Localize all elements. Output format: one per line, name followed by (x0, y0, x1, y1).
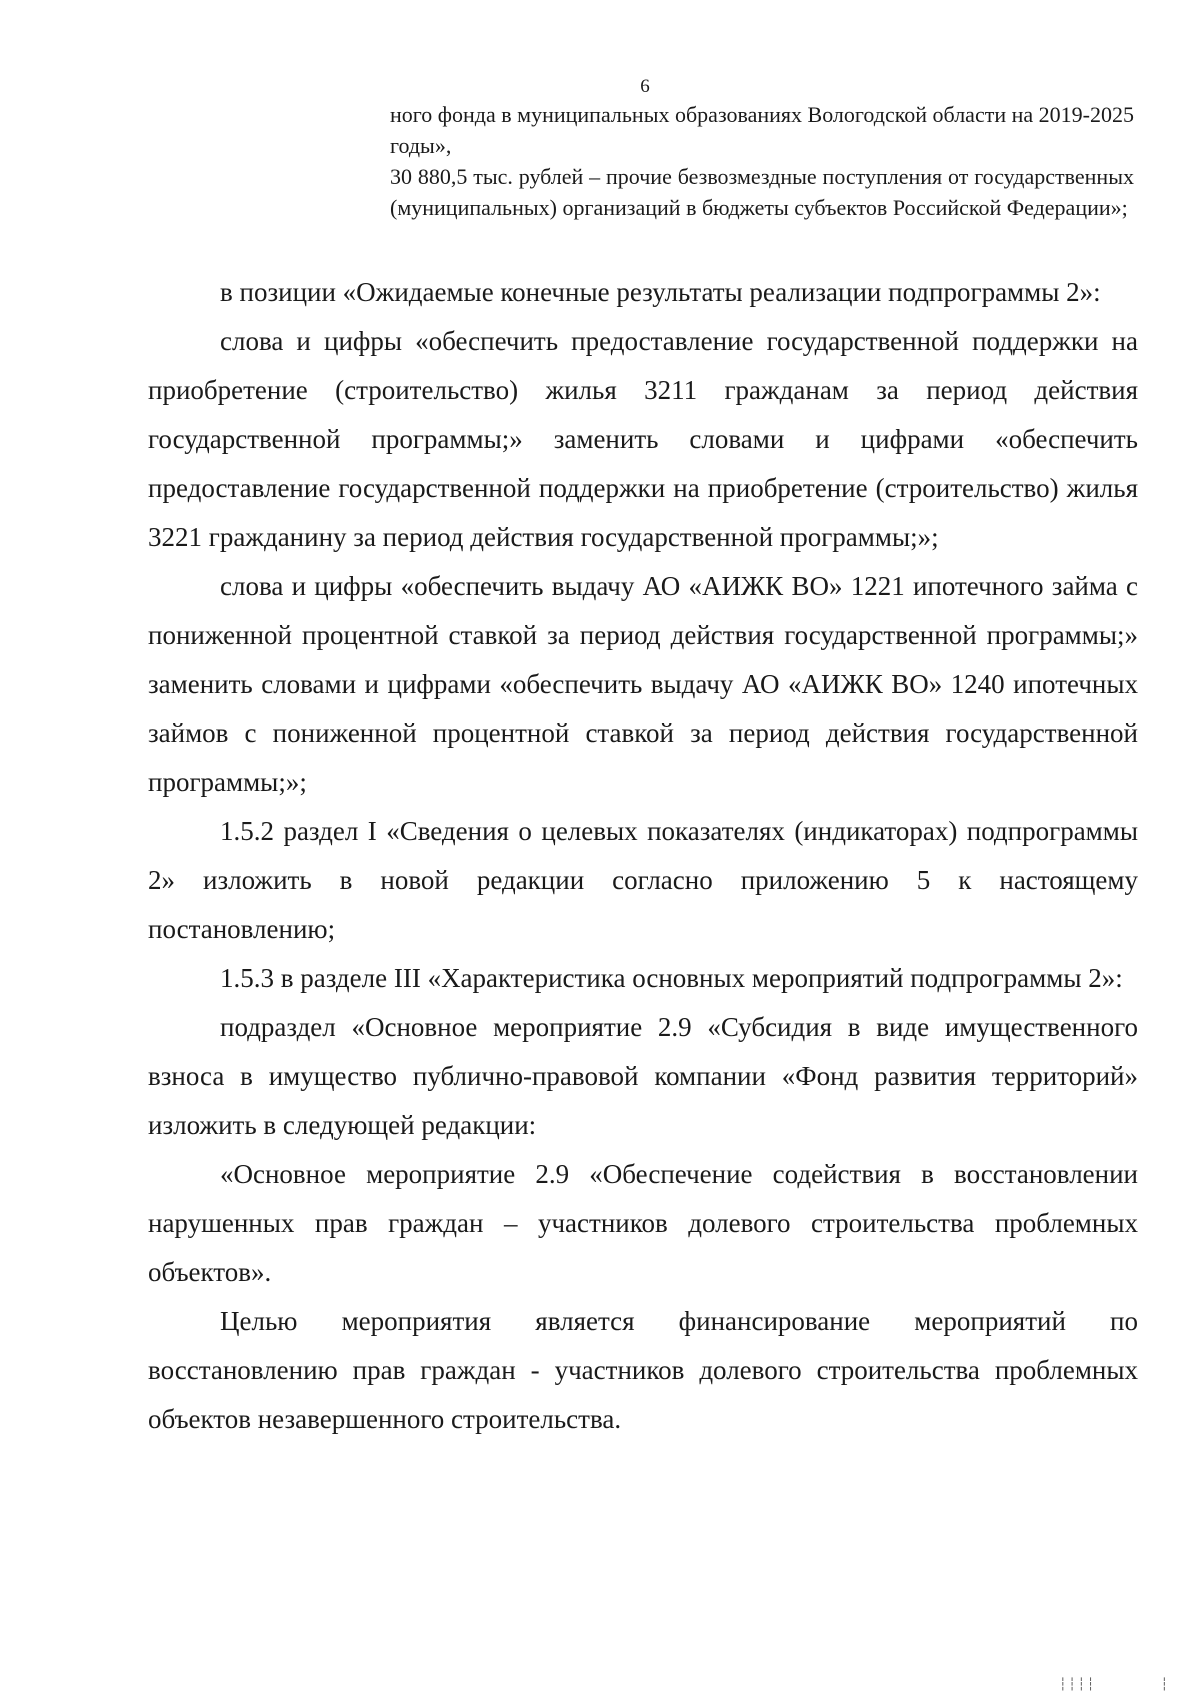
page-number: 6 (640, 76, 650, 97)
table-fragment-line: 30 880,5 тыс. рублей – прочие безвозмездные поступления от государственных (муниципальных) организаций в бюджеты субъектов Российской Федерации»; (390, 164, 1134, 220)
paragraph: слова и цифры «обеспечить предоставление государственной поддержки на приобретение (строительство) жилья 3211 гражданам за период действия государственной программы;» заменить словами и цифрами «обеспечить предоставление государственной поддержки на приобретение (строительство) жилья 3221 гражданину за период действия государственной программы;»; (148, 326, 1138, 552)
paragraph: подраздел «Основное мероприятие 2.9 «Субсидия в виде имущественного взноса в имущество публично-правовой компании «Фонд развития территорий» изложить в следующей редакции: (148, 1012, 1138, 1140)
paragraph: в позиции «Ожидаемые конечные результаты реализации подпрограммы 2»: (220, 277, 1101, 307)
document-body (148, 268, 1138, 1444)
table-fragment-line: ного фонда в муниципальных образованиях Вологодской области на 2019-2025 годы», (390, 102, 1134, 158)
paragraph: слова и цифры «обеспечить выдачу АО «АИЖК ВО» 1221 ипотечного займа с пониженной процентной ставкой за период действия государственной программы;» заменить словами и цифрами «обеспечить выдачу АО «АИЖК ВО» 1240 ипотечных займов с пониженной процентной ставкой за период действия государственной программы;»; (148, 571, 1138, 797)
paragraph: Целью мероприятия является финансирование мероприятий по восстановлению прав граждан - участников долевого строительства проблемных объектов незавершенного строительства. (148, 1306, 1138, 1434)
table-fragment (390, 99, 1134, 223)
paragraph: 1.5.3 в разделе III «Характеристика основных мероприятий подпрограммы 2»: (220, 963, 1123, 993)
scan-edge-marks: ┆┆┆┆ ┆ (1059, 1677, 1170, 1691)
paragraph: «Основное мероприятие 2.9 «Обеспечение содействия в восстановлении нарушенных прав граждан – участников долевого строительства проблемных объектов». (148, 1159, 1138, 1287)
paragraph: 1.5.2 раздел I «Сведения о целевых показателях (индикаторах) подпрограммы 2» изложить в новой редакции согласно приложению 5 к настоящему постановлению; (148, 816, 1138, 944)
